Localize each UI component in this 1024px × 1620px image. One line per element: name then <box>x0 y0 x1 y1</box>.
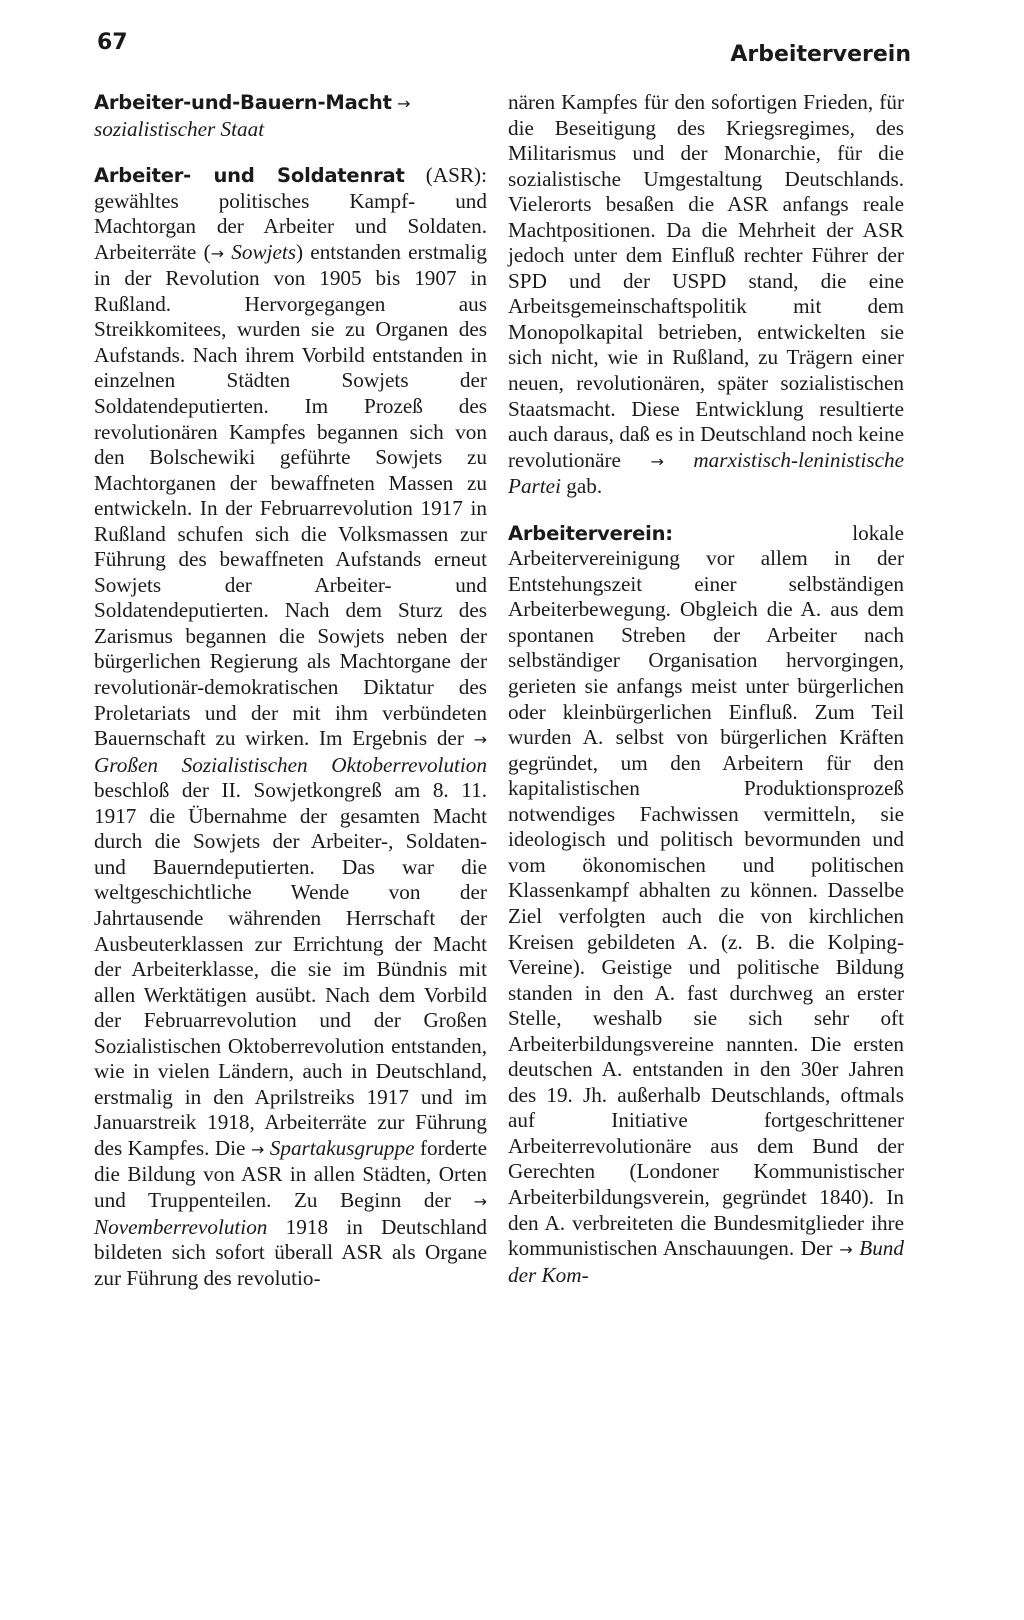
arrow-icon: → <box>250 1139 265 1159</box>
entry-arbeiter-und-bauern-macht <box>94 90 487 142</box>
cross-reference-link[interactable]: Novemberrevolution <box>94 1214 268 1239</box>
arrow-icon: → <box>473 1191 487 1211</box>
arrow-icon: → <box>397 94 411 113</box>
entry-text: ) entstanden erstmalig in der Revolution von 1905 bis 1907 in Rußland. Hervorgegangen aus Streikkomitees, wurden sie zu Organen des Aufstands. Nach ihrem Vorbild entstanden in einzelnen Städten Sowjets der Soldatendeputierten. Im Prozeß des revolutionären Kampfes begannen sich von den Bolschewiki geführte Sowjets zu Machtorganen der bewaffneten Massen zu entwickeln. In der Februarrevolution 1917 in Rußland schufen sich die Volksmassen zur Führung des bewaffneten Aufstands erneut Sowjets der Arbeiter- und Soldatendeputierten. Nach dem Sturz des Zarismus begannen die Sowjets neben der bürgerlichen Regierung als Machtorgane der revolutionär-demokratischen Diktatur des Proletariats und der mit ihm verbündeten Bauernschaft zu wirken. Im Ergebnis der <box>94 239 487 751</box>
entry-text: 1918 in Deutschland bildeten sich sofort überall ASR als Organe zur Führung des revolutio- <box>94 1214 487 1290</box>
cross-reference-link[interactable]: Großen Sozialistischen Oktoberrevolution <box>94 752 487 777</box>
page-number: 67 <box>97 30 128 55</box>
headword: Arbeiterverein: <box>508 521 673 545</box>
headword: Arbeiter-und-Bauern-Macht <box>94 91 392 114</box>
cross-reference-link[interactable]: Sowjets <box>231 239 297 264</box>
entry-arbeiterverein <box>508 521 904 1288</box>
entry-text: (ASR): gewähltes politisches Kampf- und Machtorgan der Arbeiter und Soldaten. Arbeiterräte ( <box>94 163 487 264</box>
entry-text: gab. <box>560 474 603 499</box>
text-column <box>94 90 487 1291</box>
entry-text: nären Kampfes für den sofortigen Frieden, für die Beseitigung des Kriegsregimes, des Militarismus und der Monarchie, für die sozialistische Umgestaltung Deutschlands. Vielerorts besaßen die ASR anfangs reale Machtpositionen. Da die Mehrheit der ASR jedoch unter dem Einfluß rechter Führer der SPD und der USPD stand, die eine Arbeitsgemeinschaftspolitik mit dem Monopolkapital betrieben, entwickelten sie sich nicht, wie in Rußland, zu Trägern einer neuen, revolutionären, später sozialistischen Staatsmacht. Diese Entwicklung resultierte auch daraus, daß es in Deutschland noch keine revolutionäre <box>508 90 904 472</box>
arrow-icon: → <box>650 451 664 471</box>
entry-arbeiter-und-soldatenrat-continued <box>508 90 904 500</box>
entry-arbeiter-und-soldatenrat <box>94 163 487 1291</box>
arrow-icon: → <box>473 730 487 750</box>
text-column <box>508 90 904 1288</box>
entry-text: beschloß der II. Sowjetkongreß am 8. 11. 1917 die Übernahme der gesamten Macht durch die Sowjets der Arbeiter-, Soldaten- und Bauerndeputierten. Das war die weltgeschichtliche Wende von der Jahrtausende währenden Herrschaft der Ausbeuterklassen zur Errichtung der Macht der Arbeiterklasse, die sie im Bündnis mit allen Werktätigen ausübt. Nach dem Vorbild der Februarrevolution und der Großen Sozialistischen Oktoberrevolution entstanden, wie in vielen Ländern, auch in Deutschland, erstmalig in den Aprilstreiks 1917 und im Januarstreik 1918, Arbeiterräte zur Führung des Kampfes. Die <box>94 778 487 1160</box>
running-head: Arbeiterverein <box>730 42 911 67</box>
arrow-icon: → <box>839 1240 853 1260</box>
cross-reference-link[interactable]: sozialistischer Staat <box>94 116 265 141</box>
cross-reference-link[interactable]: Spartakusgruppe <box>269 1135 415 1160</box>
cross-reference-link[interactable]: marxistisch-leninistische Partei <box>508 447 904 499</box>
headword: Arbeiter- und Soldatenrat <box>94 164 405 188</box>
entry-text: lokale Arbeitervereinigung vor allem in der Entstehungszeit einer selbständigen Arbeiterbewegung. Obgleich die A. aus dem spontanen Streben der Arbeiter nach selbständiger Organisation hervorgingen, gerieten sie anfangs meist unter bürgerlichen oder kleinbürgerlichen Einfluß. Zum Teil wurden A. selbst von bürgerlichen Kräften gegründet, um den Arbeitern für den kapitalistischen Produktionsprozeß notwendiges Fachwissen vermitteln, sie ideologisch und politisch bevormunden und vom ökonomischen und politischen Klassenkampf abhalten zu können. Dasselbe Ziel verfolgten auch die von kirchlichen Kreisen gebildeten A. (z. B. die Kolping-Vereine). Geistige und politische Bildung standen in den A. fast durchweg an erster Stelle, weshalb sie sich sehr oft Arbeiterbildungsvereine nannten. Die ersten deutschen A. entstanden in den 30er Jahren des 19. Jh. außerhalb Deutschlands, oftmals auf Initiative fortgeschrittener Arbeiterrevolutionäre aus dem Bund der Gerechten (Londoner Kommunistischer Arbeiterbildungsverein, gegründet 1840). In den A. verbreiteten die Bundesmitglieder ihre kommunistischen Anschauungen. Der <box>508 520 904 1261</box>
cross-reference-link[interactable]: Bund der Kom- <box>508 1236 904 1287</box>
entry-text: forderte die Bildung von ASR in allen Städten, Orten und Truppenteilen. Zu Beginn der <box>94 1135 488 1212</box>
arrow-icon: → <box>210 243 225 263</box>
